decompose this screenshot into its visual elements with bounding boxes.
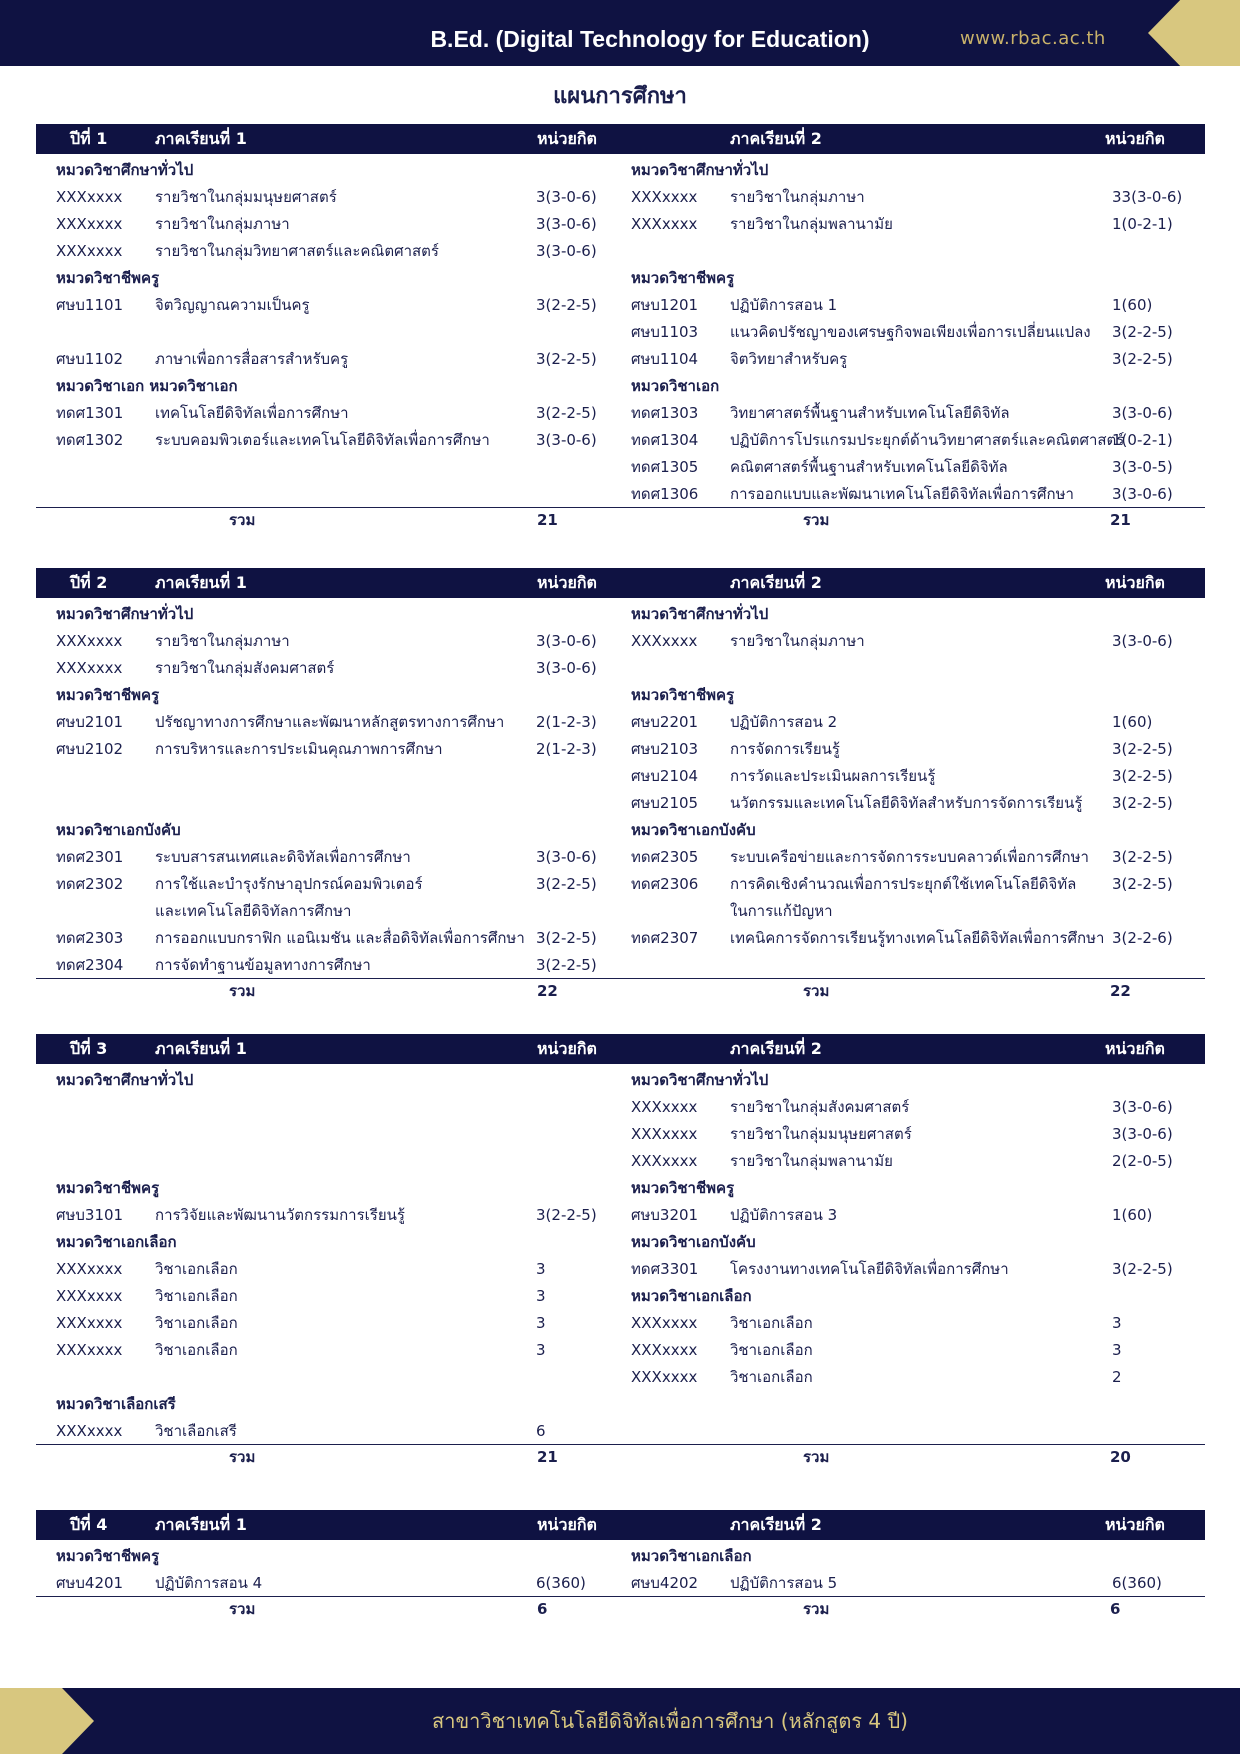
course-code: XXXxxxx (631, 1314, 698, 1332)
course-credit: 3(3-0-6) (1112, 632, 1173, 650)
course-credit: 2(2-0-5) (1112, 1152, 1173, 1170)
year-header (36, 1034, 1205, 1064)
course-credit: 3(2-2-5) (536, 929, 597, 947)
course-code: ศษบ1101 (56, 296, 124, 314)
total1-value: 21 (537, 1448, 558, 1466)
course-row (36, 211, 1205, 238)
course-name: ปฏิบัติการสอน 2 (730, 713, 838, 731)
course-name: วิชาเอกเลือก (730, 1314, 813, 1332)
category-row (36, 1391, 1205, 1418)
course-credit: 1(0-2-1) (1112, 215, 1173, 233)
course-code: ทดศ2304 (56, 956, 124, 974)
credits2-label: หน่วยกิต (1105, 1039, 1165, 1058)
course-credit: 33(3-0-6) (1112, 188, 1183, 206)
course-row (36, 763, 1205, 790)
course-name: ระบบสารสนเทศและดิจิทัลเพื่อการศึกษา (155, 848, 411, 866)
course-name: ภาษาเพื่อการสื่อสารสำหรับครู (155, 350, 349, 368)
header-url[interactable]: www.rbac.ac.th (960, 28, 1106, 49)
course-row (36, 1364, 1205, 1391)
course-name: วิชาเอกเลือก (155, 1287, 238, 1305)
credits2-label: หน่วยกิต (1105, 129, 1165, 148)
course-name: รายวิชาในกลุ่มพลานามัย (730, 215, 893, 233)
course-row (36, 400, 1205, 427)
semester2-label: ภาคเรียนที่ 2 (730, 573, 822, 592)
total1-label: รวม (229, 982, 256, 1000)
course-credit: 3(2-2-5) (536, 956, 597, 974)
course-code: XXXxxxx (631, 1341, 698, 1359)
total2-label: รวม (803, 1600, 830, 1618)
course-credit: 3(3-0-6) (536, 431, 597, 449)
category-label: หมวดวิชาชีพครู (631, 1179, 735, 1197)
course-code: XXXxxxx (56, 632, 123, 650)
category-row (36, 682, 1205, 709)
category-label: หมวดวิชาศึกษาทั่วไป (56, 605, 194, 623)
category-label: หมวดวิชาศึกษาทั่วไป (56, 161, 194, 179)
course-code: ศษบ2101 (56, 713, 124, 731)
course-code: ศษบ1102 (56, 350, 124, 368)
total1-value: 6 (537, 1600, 548, 1618)
category-label: หมวดวิชาชีพครู (631, 686, 735, 704)
course-name: ปฏิบัติการสอน 4 (155, 1574, 263, 1592)
total-divider (36, 1444, 1205, 1445)
semester1-label: ภาคเรียนที่ 1 (155, 129, 247, 148)
course-credit: 3(3-0-6) (1112, 1125, 1173, 1143)
credits2-label: หน่วยกิต (1105, 573, 1165, 592)
credits2-label: หน่วยกิต (1105, 1515, 1165, 1534)
course-credit: 3(2-2-5) (536, 350, 597, 368)
course-credit: 3 (536, 1341, 546, 1359)
course-code: ทดศ2301 (56, 848, 124, 866)
course-row (36, 628, 1205, 655)
course-name: จิตวิทยาสำหรับครู (730, 350, 848, 368)
total2-label: รวม (803, 982, 830, 1000)
course-credit: 3(3-0-6) (1112, 485, 1173, 503)
course-code: ทดศ1303 (631, 404, 699, 422)
course-credit: 3(3-0-6) (536, 848, 597, 866)
course-row (36, 736, 1205, 763)
course-code: ศษบ2105 (631, 794, 699, 812)
category-row (36, 1229, 1205, 1256)
category-row (36, 1543, 1205, 1570)
course-code: XXXxxxx (631, 1125, 698, 1143)
course-credit: 6(360) (1112, 1574, 1162, 1592)
course-credit: 3(2-2-5) (1112, 350, 1173, 368)
credits1-label: หน่วยกิต (537, 129, 597, 148)
course-credit: 3(2-2-5) (536, 404, 597, 422)
course-name: รายวิชาในกลุ่มภาษา (730, 632, 865, 650)
course-credit: 3(2-2-5) (1112, 848, 1173, 866)
category-row (36, 817, 1205, 844)
course-code: ศษบ2201 (631, 713, 699, 731)
course-code: ทดศ1302 (56, 431, 124, 449)
page-footer (0, 1688, 1240, 1754)
category-label: หมวดวิชาเอกบังคับ (631, 821, 756, 839)
course-row (36, 925, 1205, 952)
course-code: ทดศ3301 (631, 1260, 699, 1278)
course-row (36, 1121, 1205, 1148)
course-name: การออกแบบกราฟิก แอนิเมชัน และสื่อดิจิทัลเพื่อการศึกษา (155, 929, 525, 947)
semester2-label: ภาคเรียนที่ 2 (730, 129, 822, 148)
category-label: หมวดวิชาเอกบังคับ (631, 1233, 756, 1251)
course-name: รายวิชาในกลุ่มพลานามัย (730, 1152, 893, 1170)
category-label: หมวดวิชาศึกษาทั่วไป (631, 1071, 769, 1089)
course-code: ศษบ3201 (631, 1206, 699, 1224)
course-row (36, 238, 1205, 265)
course-name: และเทคโนโลยีดิจิทัลการศึกษา (155, 902, 352, 920)
course-name: รายวิชาในกลุ่มภาษา (730, 188, 865, 206)
course-code: ทดศ1304 (631, 431, 699, 449)
course-credit: 3(3-0-6) (536, 242, 597, 260)
credits1-label: หน่วยกิต (537, 573, 597, 592)
course-name: เทคนิคการจัดการเรียนรู้ทางเทคโนโลยีดิจิทัลเพื่อการศึกษา (730, 929, 1105, 947)
course-credit: 1(0-2-1) (1112, 431, 1173, 449)
category-label: หมวดวิชาชีพครู (56, 1547, 160, 1565)
course-credit: 3 (536, 1287, 546, 1305)
category-label: หมวดวิชาชีพครู (56, 269, 160, 287)
course-name: โครงงานทางเทคโนโลยีดิจิทัลเพื่อการศึกษา (730, 1260, 1009, 1278)
total1-label: รวม (229, 1448, 256, 1466)
course-credit: 3(2-2-5) (1112, 1260, 1173, 1278)
category-label: หมวดวิชาชีพครู (56, 686, 160, 704)
course-credit: 3(2-2-5) (536, 296, 597, 314)
category-row (36, 1283, 1205, 1310)
category-label: หมวดวิชาชีพครู (631, 269, 735, 287)
course-code: ทดศ1305 (631, 458, 699, 476)
course-name: เทคโนโลยีดิจิทัลเพื่อการศึกษา (155, 404, 349, 422)
course-row (36, 1148, 1205, 1175)
page-header (0, 0, 1240, 66)
course-name: การจัดการเรียนรู้ (730, 740, 840, 758)
course-name: วิชาเอกเลือก (155, 1341, 238, 1359)
course-code: ศษบ1103 (631, 323, 699, 341)
total2-value: 21 (1110, 511, 1131, 529)
course-credit: 3(3-0-6) (536, 188, 597, 206)
course-code: XXXxxxx (56, 215, 123, 233)
course-row (36, 292, 1205, 319)
course-code: XXXxxxx (56, 1287, 123, 1305)
total-divider (36, 1596, 1205, 1597)
course-credit: 3(2-2-5) (1112, 875, 1173, 893)
course-credit: 3(3-0-6) (1112, 1098, 1173, 1116)
year-label: ปีที่ 3 (70, 1039, 108, 1058)
category-label: หมวดวิชาเอก หมวดวิชาเอก (56, 377, 238, 395)
course-row (36, 1418, 1205, 1445)
category-label: หมวดวิชาเอก (631, 377, 720, 395)
course-name: การออกแบบและพัฒนาเทคโนโลยีดิจิทัลเพื่อการศึกษา (730, 485, 1074, 503)
course-row (36, 1256, 1205, 1283)
course-name: วิชาเอกเลือก (155, 1260, 238, 1278)
course-name: การจัดทำฐานข้อมูลทางการศึกษา (155, 956, 371, 974)
category-row (36, 1175, 1205, 1202)
course-credit: 3(2-2-5) (1112, 794, 1173, 812)
category-label: หมวดวิชาเอกเลือก (631, 1547, 752, 1565)
course-name: รายวิชาในกลุ่มภาษา (155, 632, 290, 650)
course-row (36, 655, 1205, 682)
course-code: XXXxxxx (56, 1341, 123, 1359)
course-credit: 3(2-2-6) (1112, 929, 1173, 947)
course-code: ศษบ1201 (631, 296, 699, 314)
total2-value: 6 (1110, 1600, 1121, 1618)
course-credit: 3 (536, 1314, 546, 1332)
course-name: วิชาเอกเลือก (155, 1314, 238, 1332)
category-row (36, 157, 1205, 184)
course-code: XXXxxxx (56, 188, 123, 206)
semester2-label: ภาคเรียนที่ 2 (730, 1039, 822, 1058)
total1-value: 21 (537, 511, 558, 529)
course-name: การวัดและประเมินผลการเรียนรู้ (730, 767, 936, 785)
category-row (36, 265, 1205, 292)
course-row (36, 346, 1205, 373)
course-code: XXXxxxx (56, 1260, 123, 1278)
course-code: ทดศ2305 (631, 848, 699, 866)
course-code: XXXxxxx (631, 1368, 698, 1386)
course-name: วิทยาศาสตร์พื้นฐานสำหรับเทคโนโลยีดิจิทัล (730, 404, 1010, 422)
course-row (36, 1094, 1205, 1121)
course-row (36, 952, 1205, 979)
category-label: หมวดวิชาศึกษาทั่วไป (631, 605, 769, 623)
course-code: ทดศ1306 (631, 485, 699, 503)
category-label: หมวดวิชาเอกเลือก (631, 1287, 752, 1305)
course-credit: 3 (536, 1260, 546, 1278)
course-name: รายวิชาในกลุ่มวิทยาศาสตร์และคณิตศาสตร์ (155, 242, 439, 260)
course-name: รายวิชาในกลุ่มสังคมศาสตร์ (155, 659, 335, 677)
course-credit: 3(3-0-5) (1112, 458, 1173, 476)
category-row (36, 601, 1205, 628)
course-credit: 3 (1112, 1314, 1122, 1332)
year-header (36, 568, 1205, 598)
course-name: ปรัชญาทางการศึกษาและพัฒนาหลักสูตรทางการศึกษา (155, 713, 505, 731)
course-name: คณิตศาสตร์พื้นฐานสำหรับเทคโนโลยีดิจิทัล (730, 458, 1008, 476)
course-name: ปฏิบัติการโปรแกรมประยุกต์ด้านวิทยาศาสตร์และคณิตศาสตร์ (730, 431, 1125, 449)
course-row (36, 709, 1205, 736)
course-credit: 3(2-2-5) (1112, 323, 1173, 341)
course-code: ทดศ2303 (56, 929, 124, 947)
course-row (36, 427, 1205, 454)
course-name: ปฏิบัติการสอน 5 (730, 1574, 838, 1592)
course-credit: 3(2-2-5) (1112, 767, 1173, 785)
year-header (36, 1510, 1205, 1540)
course-row (36, 454, 1205, 481)
course-name: แนวคิดปรัชญาของเศรษฐกิจพอเพียงเพื่อการเปลี่ยนแปลง (730, 323, 1091, 341)
course-credit: 3(3-0-6) (536, 659, 597, 677)
course-name: รายวิชาในกลุ่มสังคมศาสตร์ (730, 1098, 910, 1116)
course-row (36, 1337, 1205, 1364)
course-name: วิชาเอกเลือก (730, 1368, 813, 1386)
course-code: ศษบ1104 (631, 350, 699, 368)
course-credit: 3 (1112, 1341, 1122, 1359)
semester1-label: ภาคเรียนที่ 1 (155, 573, 247, 592)
category-label: หมวดวิชาศึกษาทั่วไป (631, 161, 769, 179)
course-name: ระบบเครือข่ายและการจัดการระบบคลาวด์เพื่อการศึกษา (730, 848, 1089, 866)
course-credit: 3(3-0-6) (536, 632, 597, 650)
course-row (36, 898, 1205, 925)
course-credit: 1(60) (1112, 296, 1153, 314)
course-name: นวัตกรรมและเทคโนโลยีดิจิทัลสำหรับการจัดการเรียนรู้ (730, 794, 1083, 812)
course-credit: 6 (536, 1422, 546, 1440)
course-row (36, 871, 1205, 898)
category-label: หมวดวิชาเอกบังคับ (56, 821, 181, 839)
course-row (36, 1310, 1205, 1337)
year-label: ปีที่ 4 (70, 1515, 108, 1534)
total1-value: 22 (537, 982, 558, 1000)
course-code: ทดศ2302 (56, 875, 124, 893)
course-row (36, 1202, 1205, 1229)
course-credit: 2 (1112, 1368, 1122, 1386)
course-name: จิตวิญญาณความเป็นครู (155, 296, 310, 314)
course-row (36, 844, 1205, 871)
total-divider (36, 978, 1205, 979)
course-name: วิชาเลือกเสรี (155, 1422, 237, 1440)
course-code: XXXxxxx (56, 1314, 123, 1332)
course-credit: 2(1-2-3) (536, 713, 597, 731)
course-credit: 3(3-0-6) (536, 215, 597, 233)
course-credit: 3(2-2-5) (1112, 740, 1173, 758)
course-name: ปฏิบัติการสอน 3 (730, 1206, 838, 1224)
course-row (36, 319, 1205, 346)
course-credit: 1(60) (1112, 713, 1153, 731)
course-name: รายวิชาในกลุ่มมนุษยศาสตร์ (155, 188, 337, 206)
category-label: หมวดวิชาชีพครู (56, 1179, 160, 1197)
course-code: ศษบ2103 (631, 740, 699, 758)
course-code: ทดศ2307 (631, 929, 699, 947)
total1-label: รวม (229, 1600, 256, 1618)
course-name: การคิดเชิงคำนวณเพื่อการประยุกต์ใช้เทคโนโลยีดิจิทัล (730, 875, 1077, 893)
total2-value: 22 (1110, 982, 1131, 1000)
semester1-label: ภาคเรียนที่ 1 (155, 1515, 247, 1534)
course-name: การวิจัยและพัฒนานวัตกรรมการเรียนรู้ (155, 1206, 405, 1224)
year-label: ปีที่ 1 (70, 129, 108, 148)
credits1-label: หน่วยกิต (537, 1515, 597, 1534)
course-code: XXXxxxx (56, 242, 123, 260)
category-row (36, 1067, 1205, 1094)
course-code: XXXxxxx (631, 1152, 698, 1170)
course-credit: 3(2-2-5) (536, 875, 597, 893)
course-code: XXXxxxx (56, 1422, 123, 1440)
course-code: XXXxxxx (631, 188, 698, 206)
course-code: XXXxxxx (56, 659, 123, 677)
total-divider (36, 507, 1205, 508)
year-label: ปีที่ 2 (70, 573, 108, 592)
footer-text: สาขาวิชาเทคโนโลยีดิจิทัลเพื่อการศึกษา (หลักสูตร 4 ปี) (432, 1709, 908, 1733)
course-name: การใช้และบำรุงรักษาอุปกรณ์คอมพิวเตอร์ (155, 875, 423, 893)
course-code: ทดศ1301 (56, 404, 124, 422)
course-row (36, 1570, 1205, 1597)
course-credit: 2(1-2-3) (536, 740, 597, 758)
course-credit: 3(2-2-5) (536, 1206, 597, 1224)
page-title: แผนการศึกษา (553, 84, 687, 109)
course-code: XXXxxxx (631, 1098, 698, 1116)
course-credit: 6(360) (536, 1574, 586, 1592)
semester1-label: ภาคเรียนที่ 1 (155, 1039, 247, 1058)
course-code: ศษบ4201 (56, 1574, 124, 1592)
course-name: ในการแก้ปัญหา (730, 902, 833, 920)
header-title: B.Ed. (Digital Technology for Education) (430, 26, 870, 52)
course-code: ศษบ3101 (56, 1206, 124, 1224)
course-code: ศษบ4202 (631, 1574, 699, 1592)
course-credit: 1(60) (1112, 1206, 1153, 1224)
year-header (36, 124, 1205, 154)
course-code: ศษบ2104 (631, 767, 699, 785)
course-code: ทดศ2306 (631, 875, 699, 893)
category-label: หมวดวิชาเลือกเสรี (56, 1395, 176, 1413)
course-name: การบริหารและการประเมินคุณภาพการศึกษา (155, 740, 443, 758)
course-row (36, 790, 1205, 817)
course-code: XXXxxxx (631, 632, 698, 650)
total1-label: รวม (229, 511, 256, 529)
course-name: วิชาเอกเลือก (730, 1341, 813, 1359)
credits1-label: หน่วยกิต (537, 1039, 597, 1058)
category-label: หมวดวิชาศึกษาทั่วไป (56, 1071, 194, 1089)
total2-value: 20 (1110, 1448, 1131, 1466)
course-name: ระบบคอมพิวเตอร์และเทคโนโลยีดิจิทัลเพื่อการศึกษา (155, 431, 490, 449)
course-row (36, 481, 1205, 508)
course-name: รายวิชาในกลุ่มภาษา (155, 215, 290, 233)
course-name: ปฏิบัติการสอน 1 (730, 296, 838, 314)
category-label: หมวดวิชาเอกเลือก (56, 1233, 177, 1251)
course-row (36, 184, 1205, 211)
semester2-label: ภาคเรียนที่ 2 (730, 1515, 822, 1534)
category-row (36, 373, 1205, 400)
total2-label: รวม (803, 511, 830, 529)
total2-label: รวม (803, 1448, 830, 1466)
course-credit: 3(3-0-6) (1112, 404, 1173, 422)
course-code: ศษบ2102 (56, 740, 124, 758)
course-code: XXXxxxx (631, 215, 698, 233)
course-name: รายวิชาในกลุ่มมนุษยศาสตร์ (730, 1125, 912, 1143)
